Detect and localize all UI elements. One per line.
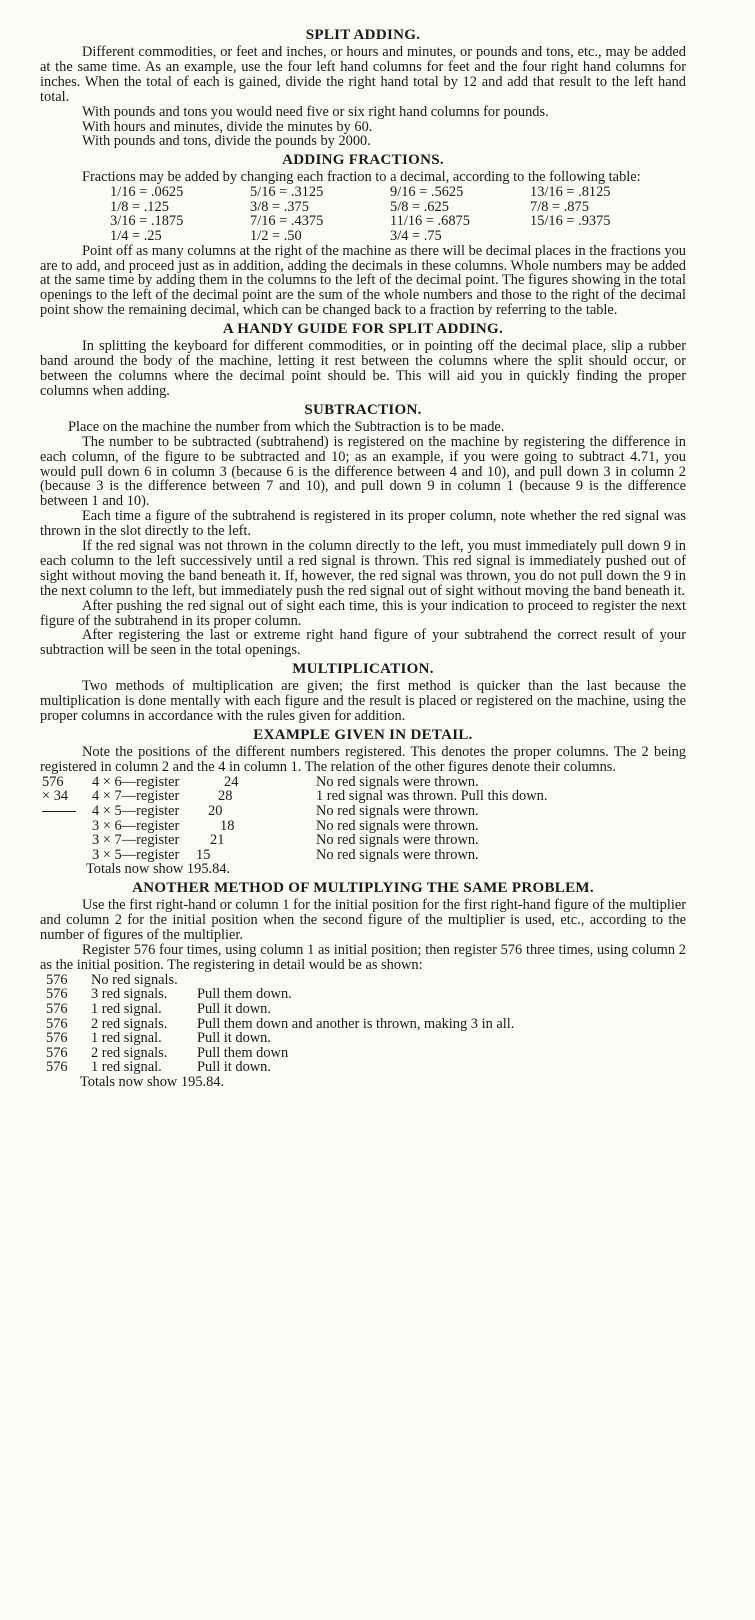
multiplicand xyxy=(42,819,92,834)
paragraph: Two methods of multiplication are given; the first method is quicker than the last because the multiplication is done mentally with each figure and the result is placed or registered on the machine, using the proper columns in accordance with the rules given for addition. xyxy=(40,678,686,725)
action xyxy=(197,973,514,988)
action: Pull it down. xyxy=(197,1001,271,1017)
section-title: ANOTHER METHOD OF MULTIPLYING THE SAME PROBLEM. xyxy=(132,880,594,897)
registered-value: 24 xyxy=(224,773,239,790)
table-cell: 3/4 = .75 xyxy=(390,228,442,245)
table-cell: 3/8 = .375 xyxy=(250,198,309,215)
section-title: ADDING FRACTIONS. xyxy=(282,152,444,169)
registered-value: 20 xyxy=(208,803,223,819)
table-row xyxy=(46,1060,514,1075)
signals: 1 red signal. xyxy=(91,1030,162,1047)
paragraph: After pushing the red signal out of sight each time, this is your indication to proceed to register the next figure of the subtrahend in its proper column. xyxy=(40,597,686,629)
table-row xyxy=(46,973,514,988)
signal-note: No red signals were thrown. xyxy=(316,846,479,863)
signals: 1 red signal. xyxy=(91,1001,162,1017)
signals: 2 red signals. xyxy=(91,1015,168,1032)
number: 576 xyxy=(46,1030,68,1047)
underline-rule xyxy=(42,811,76,812)
operation: 3 × 5—register xyxy=(92,846,180,863)
section-title: MULTIPLICATION. xyxy=(292,661,434,678)
registered-value: 21 xyxy=(210,832,225,849)
paragraph: After registering the last or extreme right hand figure of your subtrahend the correct result of your subtraction will be seen in the total openings. xyxy=(40,627,686,659)
section-title: SPLIT ADDING. xyxy=(305,27,421,43)
paragraph: With pounds and tons, divide the pounds by 2000. xyxy=(82,133,371,150)
multiplicand xyxy=(42,848,92,863)
number: 576 xyxy=(46,1044,68,1061)
table-row xyxy=(42,789,547,804)
table-row xyxy=(42,848,547,863)
operation: 4 × 7—register xyxy=(92,788,180,805)
table-row xyxy=(46,1017,514,1032)
operation: 4 × 5—register xyxy=(92,803,180,819)
table-cell: 15/16 = .9375 xyxy=(530,213,611,230)
paragraph: With hours and minutes, divide the minutes by 60. xyxy=(82,118,373,135)
signal-note: No red signals were thrown. xyxy=(316,832,479,849)
table-row xyxy=(42,833,547,848)
multiplicand xyxy=(42,833,92,848)
operation: 3 × 7—register xyxy=(92,832,180,849)
paragraph: With pounds and tons you would need five or six right hand columns for pounds. xyxy=(82,103,549,120)
table-cell: 5/8 = .625 xyxy=(390,198,449,215)
registered-value: 18 xyxy=(220,817,235,834)
action: Pull them down. xyxy=(197,986,292,1003)
section-title: SUBTRACTION. xyxy=(304,401,422,418)
table-row xyxy=(46,1002,514,1017)
section-handy-guide xyxy=(40,321,686,399)
totals-line: Totals now show 195.84. xyxy=(86,861,231,878)
paragraph: Note the positions of the different numbers registered. This denotes the proper columns. The 2 being registered in column 2 and the 4 in column 1. The relation of the other figures denote their columns. xyxy=(40,744,686,775)
paragraph: If the red signal was not thrown in the column directly to the left, you must immediately pull down 9 in each column to the left successively until a red signal is thrown. This red signal is immediately pushed out of sight without moving the band beneath it. If, however, the red signal was thrown, you do not pull down the 9 in the next column to the left, but immediately push the red signal out of sight without moving the band beneath it. xyxy=(40,538,686,599)
signals: No red signals. xyxy=(91,971,178,988)
table-cell: 11/16 = .6875 xyxy=(390,213,470,230)
table-cell: 1/8 = .125 xyxy=(110,198,169,215)
table-cell: 7/16 = .4375 xyxy=(250,213,324,230)
paragraph: Each time a figure of the subtrahend is registered in its proper column, note whether the red signal was thrown in the slot directly to the left. xyxy=(40,508,686,540)
example-table xyxy=(42,775,547,863)
action: Pull it down. xyxy=(197,1030,271,1047)
totals-line: Totals now show 195.84. xyxy=(80,1073,225,1090)
section-subtraction xyxy=(40,402,686,659)
table-row xyxy=(46,987,514,1002)
table-cell: 9/16 = .5625 xyxy=(390,184,464,201)
table-cell: 3/16 = .1875 xyxy=(110,213,184,230)
fraction-decimal-table xyxy=(110,185,670,243)
number: 576 xyxy=(46,1059,68,1076)
action: Pull them down xyxy=(197,1044,289,1061)
paragraph: Register 576 four times, using column 1 as initial position; then register 576 three times, using column 2 as the initial position. The registering in detail would be as shown: xyxy=(40,942,686,973)
multiplicand: 576 xyxy=(42,773,64,790)
signal-note: No red signals were thrown. xyxy=(316,803,479,819)
table-row xyxy=(110,200,670,215)
paragraph: In splitting the keyboard for different commodities, or in pointing off the decimal place, slip a rubber band around the body of the machine, letting it rest between the columns where the split should occur, or between the columns where the decimal point should be. This will aid you in quickly finding the proper columns when adding. xyxy=(40,338,686,399)
action: Pull them down and another is thrown, making 3 in all. xyxy=(197,1015,515,1032)
page-content xyxy=(40,24,686,1090)
table-row xyxy=(46,1031,514,1046)
signal-note: No red signals were thrown. xyxy=(316,817,479,834)
section-multiplication xyxy=(40,661,686,724)
table-row xyxy=(110,185,670,200)
number: 576 xyxy=(46,971,68,988)
section-title: EXAMPLE GIVEN IN DETAIL. xyxy=(253,727,473,743)
table-cell: 1/16 = .0625 xyxy=(110,184,184,201)
section-split-adding xyxy=(40,27,686,149)
underline-cell xyxy=(42,804,92,819)
signal-note: 1 red signal was thrown. Pull this down. xyxy=(316,788,548,805)
action: Pull it down. xyxy=(197,1059,271,1076)
operation: 4 × 6—register xyxy=(92,773,180,790)
signals: 2 red signals. xyxy=(91,1044,168,1061)
signals: 3 red signals. xyxy=(91,986,168,1003)
paragraph: The number to be subtracted (subtrahend) is registered on the machine by registering the difference in each column, of the figure to be subtracted and 10; as an example, if you were going to subtract 4.71, you would pull down 6 in column 3 (because 6 is the difference between 4 and 10), and pull down 3 in column 2 (because 3 is the difference between 7 and 10), and pull down 9 in column 1 (because 9 is the difference between 1 and 10). xyxy=(40,433,686,510)
table-cell: 7/8 = .875 xyxy=(530,198,589,215)
number: 576 xyxy=(46,1015,68,1032)
section-another-method xyxy=(40,880,686,1090)
section-title: A HANDY GUIDE FOR SPLIT ADDING. xyxy=(222,321,504,338)
operation: 3 × 6—register xyxy=(92,817,180,834)
signal-note: No red signals were thrown. xyxy=(316,773,479,790)
signals: 1 red signal. xyxy=(91,1059,162,1076)
registered-value: 28 xyxy=(218,788,233,805)
table-row xyxy=(46,1046,514,1061)
number: 576 xyxy=(46,1001,68,1017)
table-cell: 1/4 = .25 xyxy=(110,228,162,245)
table-cell: 5/16 = .3125 xyxy=(250,184,324,201)
multiplier: × 34 xyxy=(42,788,69,805)
section-example-detail xyxy=(40,727,686,877)
table-row xyxy=(42,819,547,834)
table-row xyxy=(110,214,670,229)
paragraph: Fractions may be added by changing each fraction to a decimal, according to the following table: xyxy=(82,169,641,186)
registered-value: 15 xyxy=(196,846,211,863)
section-adding-fractions xyxy=(40,152,686,318)
table-cell: 13/16 = .8125 xyxy=(530,184,611,201)
paragraph: Use the first right-hand or column 1 for the initial position for the first right-hand figure of the multiplier and column 2 for the initial position when the second figure of the multiplier is used, etc., according to the number of figures of the multiplier. xyxy=(40,897,686,944)
table-cell: 1/2 = .50 xyxy=(250,228,302,245)
paragraph: Different commodities, or feet and inches, or hours and minutes, or pounds and tons, etc., may be added at the same time. As an example, use the four left hand columns for feet and the four right hand columns for inches. When the total of each is gained, divide the right hand total by 12 and add that result to the left hand total. xyxy=(40,44,686,105)
registering-table xyxy=(46,973,514,1075)
paragraph: Point off as many columns at the right of the machine as there will be decimal places in the fractions you are to add, and proceed just as in addition, adding the decimals in these columns. Whole numbers may be added at the same time by adding them in the columns to the left of the decimal point. The figures showing in the total openings to the left of the decimal point are the sum of the whole numbers and those to the right of the decimal point show the remaining decimal, which can be changed back to a fraction by referring to the table. xyxy=(40,242,686,319)
table-row xyxy=(42,775,547,790)
paragraph: Place on the machine the number from which the Subtraction is to be made. xyxy=(68,418,505,435)
number: 576 xyxy=(46,986,68,1003)
table-row xyxy=(42,804,547,819)
table-cell xyxy=(530,229,670,244)
table-row xyxy=(110,229,670,244)
